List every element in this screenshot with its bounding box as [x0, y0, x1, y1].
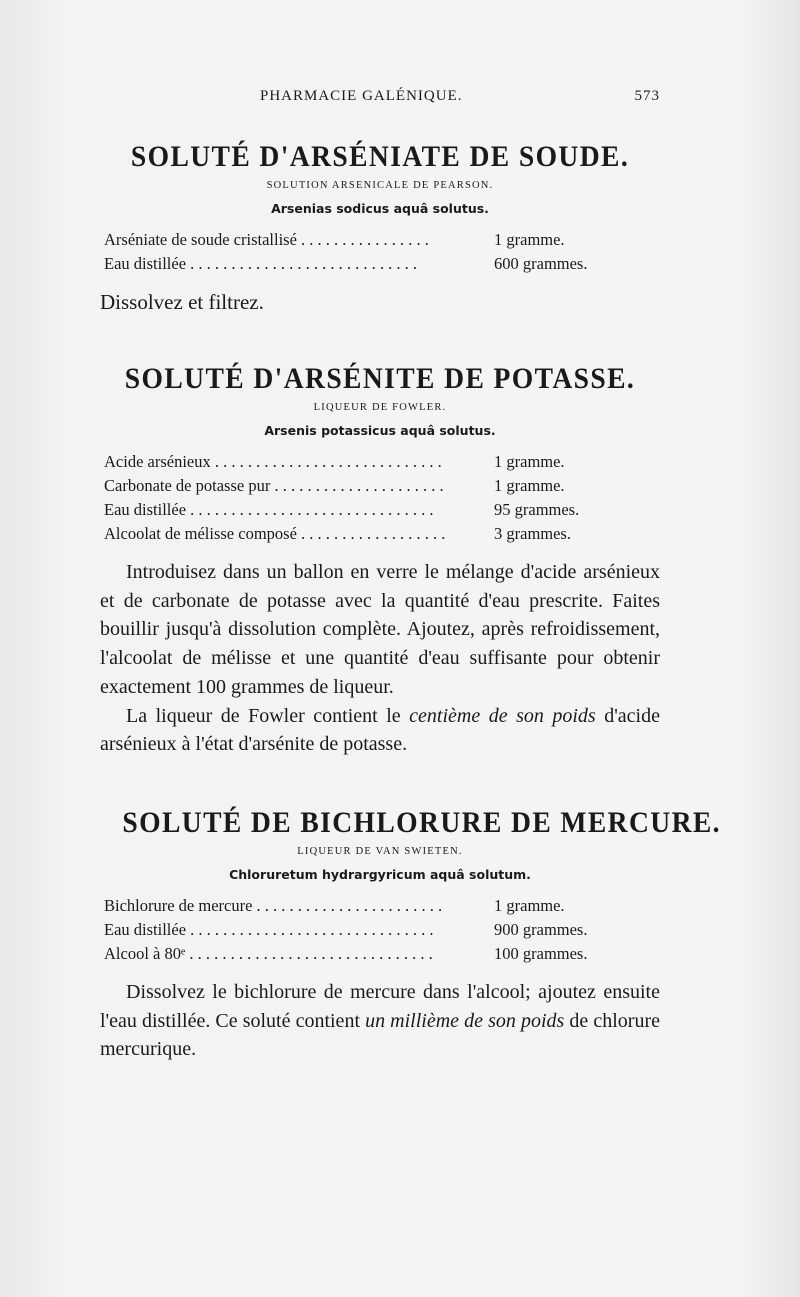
section-bichlorure-mercure — [100, 806, 721, 1064]
latin-name: Arsenis potassicus aquâ solutus. — [264, 423, 496, 438]
ingredient-row — [104, 450, 660, 474]
ingredient-quantity: 1 gramme. — [494, 896, 565, 915]
running-header — [100, 88, 660, 112]
instruction-text: Dissolvez et filtrez. — [100, 290, 264, 314]
section-subtitle: LIQUEUR DE FOWLER. — [313, 402, 447, 413]
ingredient-quantity: 3 grammes. — [494, 524, 571, 543]
ingredient-quantity: 1 gramme. — [494, 230, 565, 249]
section-title: SOLUTÉ DE BICHLORURE DE MERCURE. — [122, 806, 721, 839]
paragraph-text: La liqueur de Fowler contient le — [126, 704, 410, 727]
paragraph-text: Dissolvez le bichlorure de mercure dans l'alcool; ajoutez ensuite l'eau distillée. Ce soluté contient — [100, 981, 660, 1032]
ingredient-row — [104, 942, 660, 966]
ingredient-quantity: 100 grammes. — [494, 944, 588, 963]
section-title: SOLUTÉ D'ARSÉNIATE DE SOUDE. — [130, 140, 630, 173]
ingredient-list — [104, 894, 660, 966]
body-paragraph — [100, 978, 660, 1064]
section-title: SOLUTÉ D'ARSÉNITE DE POTASSE. — [124, 362, 636, 395]
ingredient-name: Carbonate de potasse pur . . . . . . . . . . . . . . . . . . . . . — [104, 476, 444, 495]
latin-name: Arsenias sodicus aquâ solutus. — [271, 201, 489, 216]
ingredient-row — [104, 894, 660, 918]
ingredient-row — [104, 474, 660, 498]
ingredient-list — [104, 450, 660, 546]
emphasis-text: un millième de son poids — [365, 1009, 565, 1032]
ingredient-name: Bichlorure de mercure . . . . . . . . . . . . . . . . . . . . . . . — [104, 896, 443, 915]
ingredient-row — [104, 522, 660, 546]
ingredient-row — [104, 918, 660, 942]
body-paragraph — [100, 558, 660, 702]
section-subtitle: LIQUEUR DE VAN SWIETEN. — [297, 846, 463, 857]
ingredient-list — [104, 228, 660, 276]
ingredient-quantity: 1 gramme. — [494, 476, 565, 495]
section-subtitle: SOLUTION ARSENICALE DE PEARSON. — [266, 180, 494, 191]
emphasis-text: centième de son poids — [409, 704, 596, 727]
section-arseniate-soude — [100, 140, 660, 315]
ingredient-name: Arséniate de soude cristallisé . . . . . . . . . . . . . . . . — [104, 230, 429, 249]
page-number: 573 — [634, 88, 660, 104]
ingredient-quantity: 900 grammes. — [494, 920, 588, 939]
ingredient-name: Alcool à 80ᵉ . . . . . . . . . . . . . . . . . . . . . . . . . . . . . . — [104, 944, 433, 963]
ingredient-name: Eau distillée . . . . . . . . . . . . . . . . . . . . . . . . . . . . . . — [104, 920, 434, 939]
ingredient-quantity: 600 grammes. — [494, 254, 588, 273]
latin-name: Chloruretum hydrargyricum aquâ solutum. — [229, 867, 531, 882]
paragraph-text: Introduisez dans un ballon en verre le mélange d'acide arsénieux et de carbonate de potasse avec la quantité d'eau prescrite. Faites bouillir jusqu'à dissolution complète. Ajoutez, après refroidissement, l'alcoolat de mélisse et une quantité d'eau suffisante pour obtenir exactement 100 grammes de liqueur. — [100, 561, 660, 698]
paragraph-text: de chlorure mercurique. — [100, 1009, 660, 1061]
paragraph-text: d'acide arsénieux à l'état d'arsénite de potasse. — [100, 704, 660, 756]
running-title: PHARMACIE GALÉNIQUE. — [260, 88, 463, 104]
ingredient-quantity: 1 gramme. — [494, 452, 565, 471]
ingredient-name: Acide arsénieux . . . . . . . . . . . . . . . . . . . . . . . . . . . . — [104, 452, 442, 471]
ingredient-row — [104, 228, 660, 252]
section-arsenite-potasse — [100, 362, 660, 759]
ingredient-name: Alcoolat de mélisse composé . . . . . . . . . . . . . . . . . . — [104, 524, 446, 543]
ingredient-row — [104, 252, 660, 276]
ingredient-name: Eau distillée . . . . . . . . . . . . . . . . . . . . . . . . . . . . — [104, 254, 418, 273]
ingredient-row — [104, 498, 660, 522]
body-paragraph — [100, 702, 660, 759]
ingredient-name: Eau distillée . . . . . . . . . . . . . . . . . . . . . . . . . . . . . . — [104, 500, 434, 519]
ingredient-quantity: 95 grammes. — [494, 500, 580, 519]
